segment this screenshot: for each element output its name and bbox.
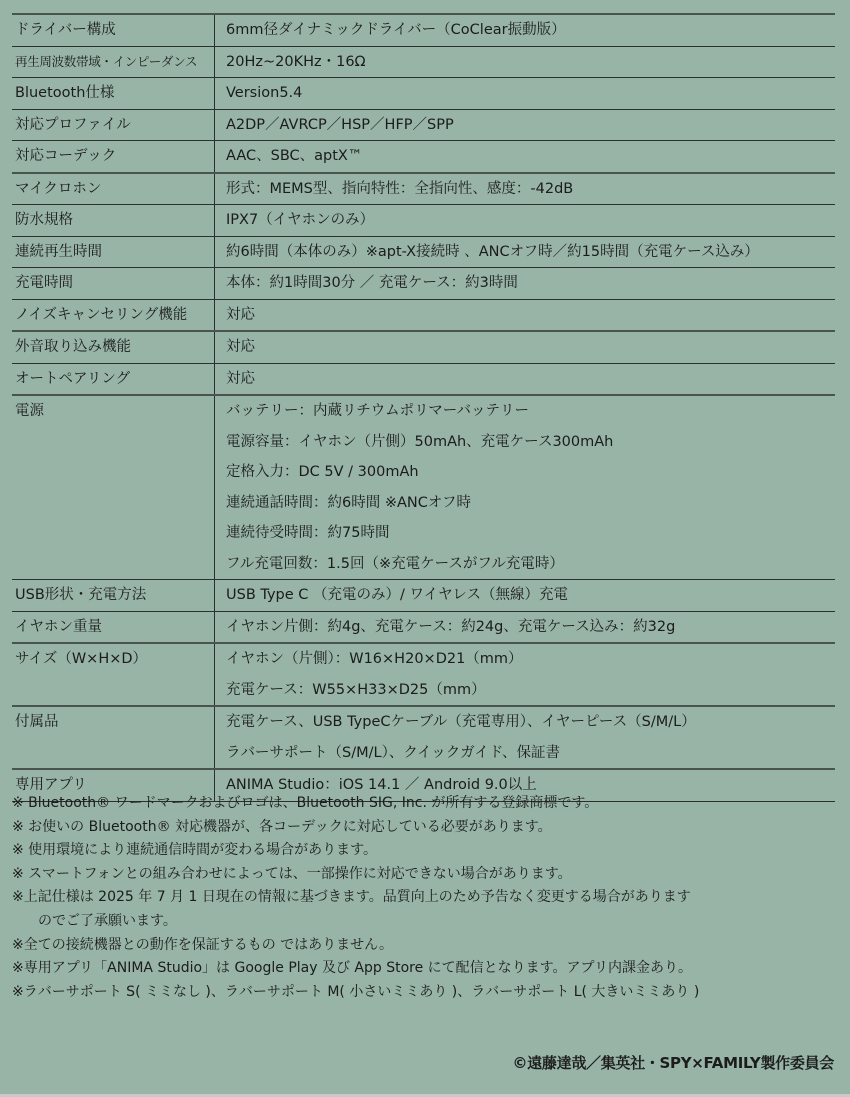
spec-value-line: 対応 xyxy=(226,370,255,387)
spec-value-line: 対応 xyxy=(226,306,255,323)
spec-label: ノイズキャンセリング機能 xyxy=(12,299,215,331)
spec-value xyxy=(215,205,836,237)
table-row xyxy=(12,141,835,173)
spec-label: ドライバー構成 xyxy=(12,14,215,46)
spec-label: サイズ（W×H×D） xyxy=(12,643,215,706)
spec-label: USB形状・充電方法 xyxy=(12,580,215,612)
spec-table xyxy=(12,13,835,802)
spec-value-line: A2DP／AVRCP／HSP／HFP／SPP xyxy=(226,116,454,133)
spec-label: 充電時間 xyxy=(12,268,215,300)
spec-label: 外音取り込み機能 xyxy=(12,331,215,363)
spec-value xyxy=(215,173,836,205)
table-row xyxy=(12,331,835,363)
spec-value-line: 本体：約1時間30分 ／ 充電ケース：約3時間 xyxy=(226,275,518,291)
spec-label: 再生周波数帯域・インピーダンス xyxy=(12,46,215,78)
spec-value xyxy=(215,331,836,363)
spec-label: 連続再生時間 xyxy=(12,236,215,268)
spec-value-line: ANIMA Studio：iOS 14.1 ／ Android 9.0以上 xyxy=(226,777,537,793)
footnote: ※ Bluetooth® ワードマークおよびロゴは、Bluetooth SIG, Inc. が所有する登録商標です。 xyxy=(12,795,599,811)
spec-value-line: バッテリー：内蔵リチウムポリマーバッテリー xyxy=(226,403,530,419)
spec-value xyxy=(215,363,836,395)
spec-label: イヤホン重量 xyxy=(12,611,215,643)
spec-value-line: 6mm径ダイナミックドライバー（CoClear振動版） xyxy=(226,22,566,38)
spec-value-line: IPX7（イヤホンのみ） xyxy=(226,212,375,228)
spec-label: オートペアリング xyxy=(12,363,215,395)
footnote: ※ 使用環境により連続通信時間が変わる場合があります。 xyxy=(12,842,378,859)
spec-label: 電源 xyxy=(12,395,215,580)
footnote: ※ スマートフォンとの組み合わせによっては、一部操作に対応できない場合があります。 xyxy=(12,865,572,882)
spec-label: Bluetooth仕様 xyxy=(12,78,215,110)
spec-value-line: フル充電回数：1.5回（※充電ケースがフル充電時） xyxy=(226,555,564,572)
spec-value xyxy=(215,236,836,268)
spec-value xyxy=(215,46,836,78)
spec-value xyxy=(215,141,836,173)
spec-value-line: 連続通話時間：約6時間 ※ANCオフ時 xyxy=(226,494,471,511)
spec-value xyxy=(215,109,836,141)
spec-label: 専用アプリ xyxy=(12,769,215,801)
spec-value-line: イヤホン片側：約4g、充電ケース：約24g、充電ケース込み：約32g xyxy=(226,618,676,635)
table-row xyxy=(12,580,835,612)
spec-label: 防水規格 xyxy=(12,205,215,237)
spec-label: 対応プロファイル xyxy=(12,109,215,141)
footnote: ※ラバーサポート S( ミミなし )、ラバーサポート M( 小さいミミあり )、ラバーサポート L( 大きいミミあり ) xyxy=(12,983,700,1000)
spec-value xyxy=(215,268,836,300)
spec-value-line: 電源容量：イヤホン（片側）50mAh、充電ケース300mAh xyxy=(226,433,614,450)
spec-value xyxy=(215,643,836,706)
table-row xyxy=(12,706,835,769)
table-row xyxy=(12,643,835,706)
footnote: ※全ての接続機器との動作を保証するもの ではありません。 xyxy=(12,936,394,953)
spec-label: 付属品 xyxy=(12,706,215,769)
table-row xyxy=(12,46,835,78)
spec-value xyxy=(215,299,836,331)
footnote: ※ お使いの Bluetooth® 対応機器が、各コーデックに対応している必要があります。 xyxy=(12,818,552,835)
spec-label: マイクロホン xyxy=(12,173,215,205)
spec-value-line: 20Hz~20KHz・16Ω xyxy=(226,53,366,70)
table-row xyxy=(12,268,835,300)
copyright-notice: ©遠藤達哉／集英社・SPY×FAMILY製作委員会 xyxy=(512,1054,834,1072)
spec-value-line: ラバーサポート（S/M/L）、クイックガイド、保証書 xyxy=(226,744,561,761)
spec-value-line: USB Type C （充電のみ）/ ワイヤレス（無線）充電 xyxy=(226,587,568,603)
spec-value-line: 充電ケース、USB TypeCケーブル（充電専用）、イヤーピース（S/M/L） xyxy=(226,714,696,730)
table-row xyxy=(12,173,835,205)
spec-value xyxy=(215,395,836,580)
spec-value-line: 形式：MEMS型、指向特性：全指向性、感度：-42dB xyxy=(226,180,574,197)
spec-value-line: 定格入力：DC 5V / 300mAh xyxy=(226,464,419,480)
spec-value-line: Version5.4 xyxy=(226,85,303,101)
spec-value-line: 連続待受時間：約75時間 xyxy=(226,525,390,541)
spec-value-line: 充電ケース：W55×H33×D25（mm） xyxy=(226,681,486,698)
footnote-continuation: のでご了承願います。 xyxy=(38,912,177,929)
spec-value xyxy=(215,78,836,110)
footnote: ※専用アプリ「ANIMA Studio」は Google Play 及び App Store にて配信となります。アプリ内課金あり。 xyxy=(12,960,692,977)
table-row xyxy=(12,109,835,141)
spec-value-line: 対応 xyxy=(226,339,255,355)
spec-value-line: AAC、SBC、aptX™ xyxy=(226,148,363,164)
table-row xyxy=(12,611,835,643)
spec-value-line: イヤホン（片側）：W16×H20×D21（mm） xyxy=(226,651,523,667)
spec-value xyxy=(215,706,836,769)
spec-value-line: 約6時間（本体のみ）※apt-X接続時 、ANCオフ時／約15時間（充電ケース込み） xyxy=(226,243,759,260)
table-row xyxy=(12,363,835,395)
table-row xyxy=(12,236,835,268)
table-row xyxy=(12,205,835,237)
spec-value xyxy=(215,14,836,46)
footnotes xyxy=(12,792,842,1004)
spec-value xyxy=(215,580,836,612)
table-row xyxy=(12,395,835,580)
table-row xyxy=(12,78,835,110)
spec-value xyxy=(215,611,836,643)
table-row xyxy=(12,14,835,46)
spec-label: 対応コーデック xyxy=(12,141,215,173)
footnote: ※上記仕様は 2025 年 7 月 1 日現在の情報に基づきます。品質向上のため予告なく変更する場合があります xyxy=(12,889,691,906)
table-row xyxy=(12,299,835,331)
